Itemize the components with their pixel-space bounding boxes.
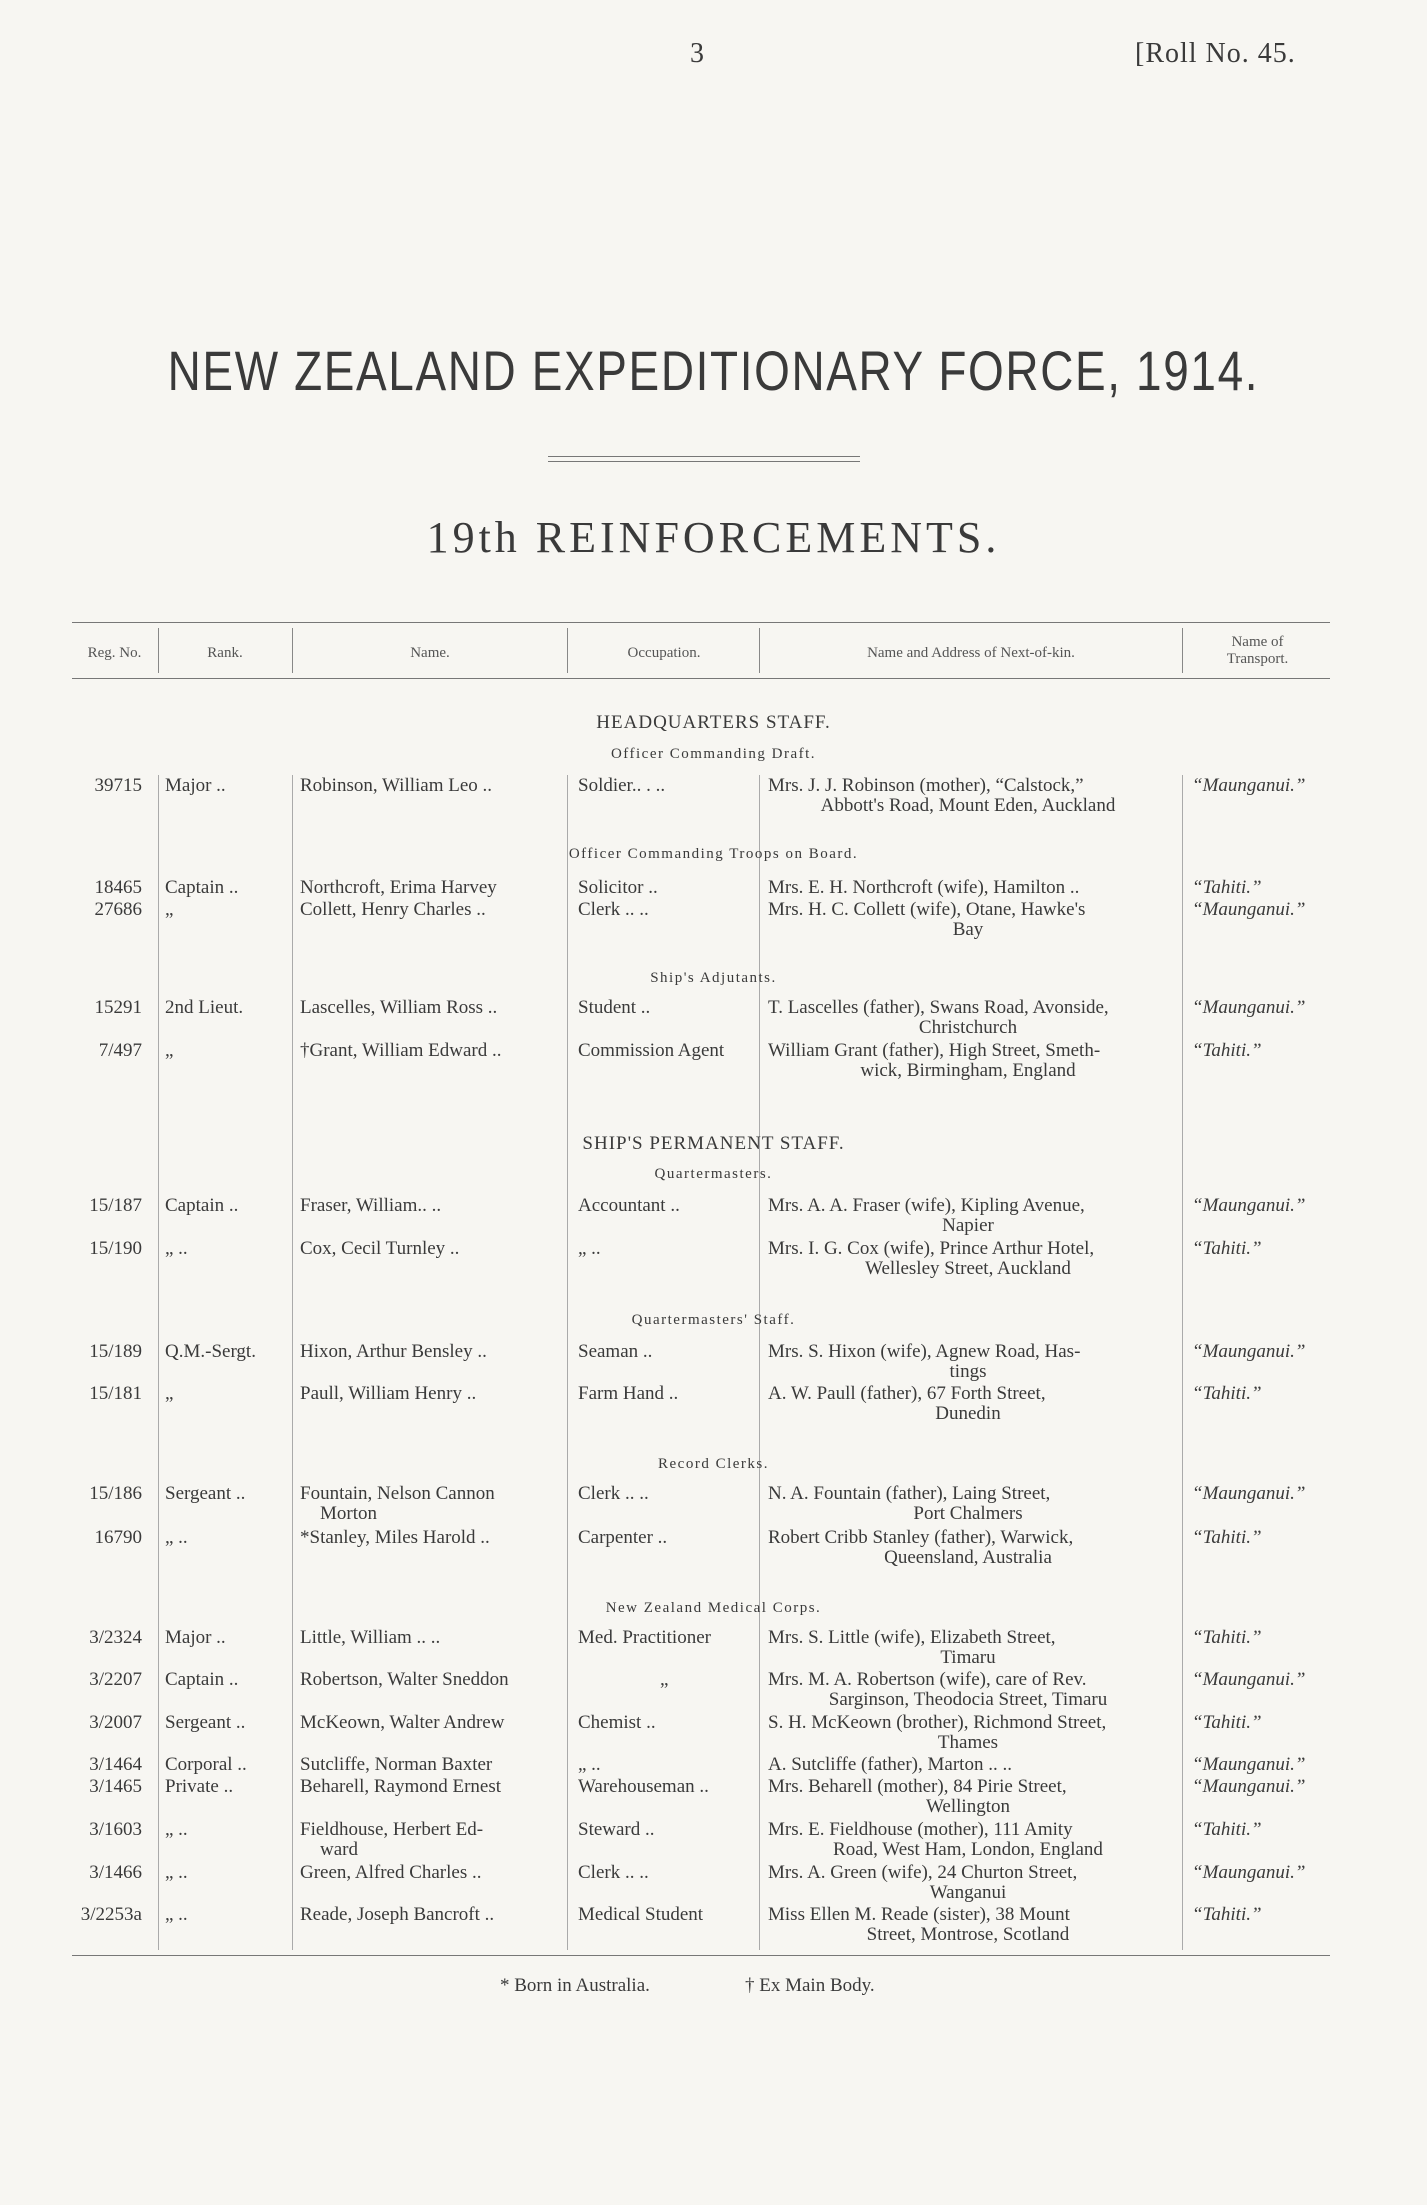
kin-line1: Mrs. E. H. Northcroft (wife), Hamilton .. — [768, 877, 1080, 898]
kin-line1: Mrs. S. Little (wife), Elizabeth Street, — [768, 1627, 1056, 1648]
column-divider — [292, 775, 293, 1950]
occupation: Med. Practitioner — [578, 1627, 711, 1648]
rank: Sergeant .. — [165, 1712, 246, 1733]
occupation: „ — [660, 1669, 669, 1690]
name: Northcroft, Erima Harvey — [300, 877, 497, 898]
next-of-kin — [768, 1239, 1168, 1279]
document-subtitle: 19th REINFORCEMENTS. — [426, 513, 1001, 562]
kin-line1: A. W. Paull (father), 67 Forth Street, — [768, 1383, 1046, 1404]
name: Fraser, William.. .. — [300, 1195, 442, 1216]
next-of-kin — [768, 1755, 1168, 1775]
next-of-kin — [768, 900, 1168, 940]
occupation: „ .. — [578, 1238, 601, 1259]
name: †Grant, William Edward .. — [300, 1040, 502, 1061]
name: *Stanley, Miles Harold .. — [300, 1527, 490, 1548]
kin-line1: Mrs. J. J. Robinson (mother), “Calstock,” — [768, 775, 1084, 796]
subsection-nz-medical-corps: New Zealand Medical Corps. — [605, 1600, 822, 1616]
kin-line2: Wellington — [926, 1796, 1010, 1817]
subsection-officer-commanding-troops: Officer Commanding Troops on Board. — [568, 846, 859, 862]
footnote-born-australia: * Born in Australia. — [500, 1975, 650, 1996]
transport: “Tahiti.” — [1192, 1819, 1262, 1840]
occupation: Clerk .. .. — [578, 1483, 649, 1504]
occupation: Commission Agent — [578, 1040, 725, 1061]
reg-no: 7/497 — [98, 1040, 142, 1061]
kin-line1: T. Lascelles (father), Swans Road, Avonside, — [768, 997, 1109, 1018]
column-divider — [759, 775, 760, 1950]
next-of-kin — [768, 1713, 1168, 1753]
reg-no: 3/1464 — [89, 1754, 142, 1775]
name: Green, Alfred Charles .. — [300, 1862, 482, 1883]
transport: “Maunganui.” — [1192, 899, 1306, 920]
next-of-kin — [768, 1484, 1168, 1524]
transport: “Maunganui.” — [1192, 1754, 1306, 1775]
transport: “Maunganui.” — [1192, 1195, 1306, 1216]
next-of-kin — [768, 1342, 1168, 1382]
rank: Q.M.-Sergt. — [165, 1341, 256, 1362]
name: Lascelles, William Ross .. — [300, 997, 498, 1018]
kin-line2: Bay — [952, 919, 984, 940]
occupation: Carpenter .. — [578, 1527, 668, 1548]
subsection-quartermasters-staff: Quartermasters' Staff. — [631, 1312, 796, 1328]
rank: „ .. — [165, 1862, 188, 1883]
reg-no: 15291 — [94, 997, 142, 1018]
transport: “Tahiti.” — [1192, 1040, 1262, 1061]
rank: Major .. — [165, 775, 226, 796]
occupation: Clerk .. .. — [578, 1862, 649, 1883]
page-number: 3 — [690, 38, 704, 69]
column-header-transport — [1185, 634, 1330, 668]
kin-line2: Christchurch — [918, 1017, 1018, 1038]
rank: 2nd Lieut. — [165, 997, 244, 1018]
transport: “Tahiti.” — [1192, 877, 1262, 898]
next-of-kin — [768, 1863, 1168, 1903]
header-divider — [158, 628, 159, 673]
subsection-ships-adjutants: Ship's Adjutants. — [650, 970, 777, 986]
kin-line1: Mrs. H. C. Collett (wife), Otane, Hawke's — [768, 899, 1086, 920]
table-header-bottom-rule — [72, 678, 1330, 679]
column-divider — [1182, 775, 1183, 1950]
name — [300, 1820, 483, 1860]
reg-no: 15/187 — [89, 1195, 142, 1216]
table-bottom-rule — [72, 1955, 1330, 1956]
occupation: Warehouseman .. — [578, 1776, 709, 1797]
kin-line2: Road, West Ham, London, England — [833, 1839, 1103, 1860]
transport: “Maunganui.” — [1192, 775, 1306, 796]
rank: „ .. — [165, 1904, 188, 1925]
kin-line2: tings — [949, 1361, 987, 1382]
section-headquarters-staff: HEADQUARTERS STAFF. — [596, 712, 831, 733]
name: Hixon, Arthur Bensley .. — [300, 1341, 487, 1362]
occupation: Medical Student — [578, 1904, 704, 1925]
kin-line2: Abbott's Road, Mount Eden, Auckland — [820, 795, 1116, 816]
transport: “Tahiti.” — [1192, 1238, 1262, 1259]
kin-line1: Mrs. A. Green (wife), 24 Churton Street, — [768, 1862, 1078, 1883]
kin-line1: Mrs. S. Hixon (wife), Agnew Road, Has- — [768, 1341, 1081, 1362]
kin-line2: Wellesley Street, Auckland — [865, 1258, 1071, 1279]
subsection-quartermasters: Quartermasters. — [654, 1166, 773, 1182]
kin-line2: Street, Montrose, Scotland — [866, 1924, 1070, 1945]
rank: „ .. — [165, 1819, 188, 1840]
header-divider — [1182, 628, 1183, 673]
rank: Captain .. — [165, 1669, 239, 1690]
next-of-kin — [768, 1196, 1168, 1236]
subsection-record-clerks: Record Clerks. — [658, 1456, 769, 1472]
transport: “Maunganui.” — [1192, 1862, 1306, 1883]
occupation: Student .. — [578, 997, 651, 1018]
name-line1: Fountain, Nelson Cannon — [300, 1483, 495, 1504]
column-divider — [567, 775, 568, 1950]
transport: “Tahiti.” — [1192, 1383, 1262, 1404]
name-line2: Morton — [320, 1503, 377, 1524]
roll-number: [Roll No. 45. — [1135, 38, 1296, 69]
kin-line1: S. H. McKeown (brother), Richmond Street, — [768, 1712, 1107, 1733]
occupation: Soldier.. . .. — [578, 775, 666, 796]
transport-header-line1: Name of — [1231, 634, 1284, 650]
table-header-top-rule — [72, 622, 1330, 623]
column-divider — [158, 775, 159, 1950]
reg-no: 3/1466 — [89, 1862, 142, 1883]
subsection-officer-commanding-draft: Officer Commanding Draft. — [610, 746, 817, 762]
transport: “Tahiti.” — [1192, 1627, 1262, 1648]
name: Robinson, William Leo .. — [300, 775, 493, 796]
reg-no: 3/2324 — [89, 1627, 142, 1648]
kin-line1: A. Sutcliffe (father), Marton .. .. — [768, 1754, 1012, 1775]
next-of-kin — [768, 776, 1168, 816]
kin-line2: Port Chalmers — [913, 1503, 1023, 1524]
occupation: Seaman .. — [578, 1341, 653, 1362]
next-of-kin — [768, 1384, 1168, 1424]
transport: “Maunganui.” — [1192, 1776, 1306, 1797]
kin-line2: wick, Birmingham, England — [860, 1060, 1076, 1081]
next-of-kin — [768, 878, 1168, 898]
reg-no: 3/1603 — [89, 1819, 142, 1840]
kin-line2: Wanganui — [929, 1882, 1007, 1903]
next-of-kin — [768, 1905, 1168, 1945]
reg-no: 3/1465 — [89, 1776, 142, 1797]
name: Little, William .. .. — [300, 1627, 441, 1648]
transport: “Maunganui.” — [1192, 1669, 1306, 1690]
reg-no: 39715 — [94, 775, 142, 796]
name: McKeown, Walter Andrew — [300, 1712, 505, 1733]
rank: Sergeant .. — [165, 1483, 246, 1504]
rank: Captain .. — [165, 877, 239, 898]
column-header-name: Name. — [410, 645, 450, 661]
occupation: Farm Hand .. — [578, 1383, 679, 1404]
occupation: Accountant .. — [578, 1195, 680, 1216]
section-ships-permanent-staff: SHIP'S PERMANENT STAFF. — [582, 1133, 845, 1154]
rank: „ — [165, 1383, 174, 1404]
kin-line2: Thames — [937, 1732, 999, 1753]
kin-line1: Mrs. M. A. Robertson (wife), care of Rev. — [768, 1669, 1087, 1690]
kin-line1: Mrs. I. G. Cox (wife), Prince Arthur Hotel, — [768, 1238, 1095, 1259]
rank: Captain .. — [165, 1195, 239, 1216]
reg-no: 15/189 — [89, 1341, 142, 1362]
rank: „ .. — [165, 1527, 188, 1548]
rank: „ — [165, 1040, 174, 1061]
kin-line1: Mrs. A. A. Fraser (wife), Kipling Avenue, — [768, 1195, 1085, 1216]
name: Paull, William Henry .. — [300, 1383, 477, 1404]
reg-no: 3/2253a — [80, 1904, 142, 1925]
kin-line2: Sarginson, Theodocia Street, Timaru — [828, 1689, 1108, 1710]
name: Collett, Henry Charles .. — [300, 899, 486, 920]
column-header-reg-no: Reg. No. — [87, 645, 142, 661]
kin-line1: N. A. Fountain (father), Laing Street, — [768, 1483, 1051, 1504]
name: Robertson, Walter Sneddon — [300, 1669, 509, 1690]
name-line2: ward — [320, 1839, 358, 1860]
kin-line2: Timaru — [940, 1647, 996, 1668]
reg-no: 27686 — [94, 899, 142, 920]
next-of-kin — [768, 1670, 1168, 1710]
occupation: Solicitor .. — [578, 877, 658, 898]
next-of-kin — [768, 1528, 1168, 1568]
rank: Private .. — [165, 1776, 234, 1797]
occupation: „ .. — [578, 1754, 601, 1775]
rank: „ — [165, 899, 174, 920]
transport-header-line2: Transport. — [1226, 651, 1289, 667]
reg-no: 15/190 — [89, 1238, 142, 1259]
reg-no: 16790 — [94, 1527, 142, 1548]
kin-line1: Miss Ellen M. Reade (sister), 38 Mount — [768, 1904, 1070, 1925]
column-header-rank: Rank. — [207, 645, 243, 661]
next-of-kin — [768, 998, 1168, 1038]
rank: Major .. — [165, 1627, 226, 1648]
column-header-next-of-kin: Name and Address of Next-of-kin. — [867, 645, 1075, 661]
transport: “Tahiti.” — [1192, 1527, 1262, 1548]
kin-line1: Mrs. E. Fieldhouse (mother), 111 Amity — [768, 1819, 1073, 1840]
transport: “Maunganui.” — [1192, 997, 1306, 1018]
reg-no: 3/2207 — [89, 1669, 142, 1690]
reg-no: 3/2007 — [89, 1712, 142, 1733]
header-divider — [292, 628, 293, 673]
title-rule-top — [548, 456, 860, 457]
name-line1: Fieldhouse, Herbert Ed- — [300, 1819, 484, 1840]
column-header-occupation: Occupation. — [627, 645, 701, 661]
title-rule-bottom — [548, 461, 860, 462]
transport: “Tahiti.” — [1192, 1904, 1262, 1925]
rank: Corporal .. — [165, 1754, 247, 1775]
header-divider — [759, 628, 760, 673]
transport: “Tahiti.” — [1192, 1712, 1262, 1733]
footnote-ex-main-body: † Ex Main Body. — [745, 1975, 875, 1996]
occupation: Chemist .. — [578, 1712, 656, 1733]
kin-line2: Queensland, Australia — [884, 1547, 1052, 1568]
occupation: Clerk .. .. — [578, 899, 649, 920]
header-divider — [567, 628, 568, 673]
next-of-kin — [768, 1777, 1168, 1817]
name: Sutcliffe, Norman Baxter — [300, 1754, 493, 1775]
next-of-kin — [768, 1041, 1168, 1081]
document-title: NEW ZEALAND EXPEDITIONARY FORCE, 1914. — [167, 339, 1260, 402]
next-of-kin — [768, 1820, 1168, 1860]
next-of-kin — [768, 1628, 1168, 1668]
name: Beharell, Raymond Ernest — [300, 1776, 502, 1797]
reg-no: 18465 — [94, 877, 142, 898]
occupation: Steward .. — [578, 1819, 655, 1840]
kin-line1: Mrs. Beharell (mother), 84 Pirie Street, — [768, 1776, 1067, 1797]
transport: “Maunganui.” — [1192, 1483, 1306, 1504]
name: Cox, Cecil Turnley .. — [300, 1238, 460, 1259]
reg-no: 15/181 — [89, 1383, 142, 1404]
name: Reade, Joseph Bancroft .. — [300, 1904, 495, 1925]
kin-line1: Robert Cribb Stanley (father), Warwick, — [768, 1527, 1074, 1548]
kin-line2: Dunedin — [935, 1403, 1001, 1424]
rank: „ .. — [165, 1238, 188, 1259]
name — [300, 1484, 495, 1524]
transport: “Maunganui.” — [1192, 1341, 1306, 1362]
kin-line2: Napier — [942, 1215, 994, 1236]
reg-no: 15/186 — [89, 1483, 142, 1504]
kin-line1: William Grant (father), High Street, Smeth- — [768, 1040, 1101, 1061]
